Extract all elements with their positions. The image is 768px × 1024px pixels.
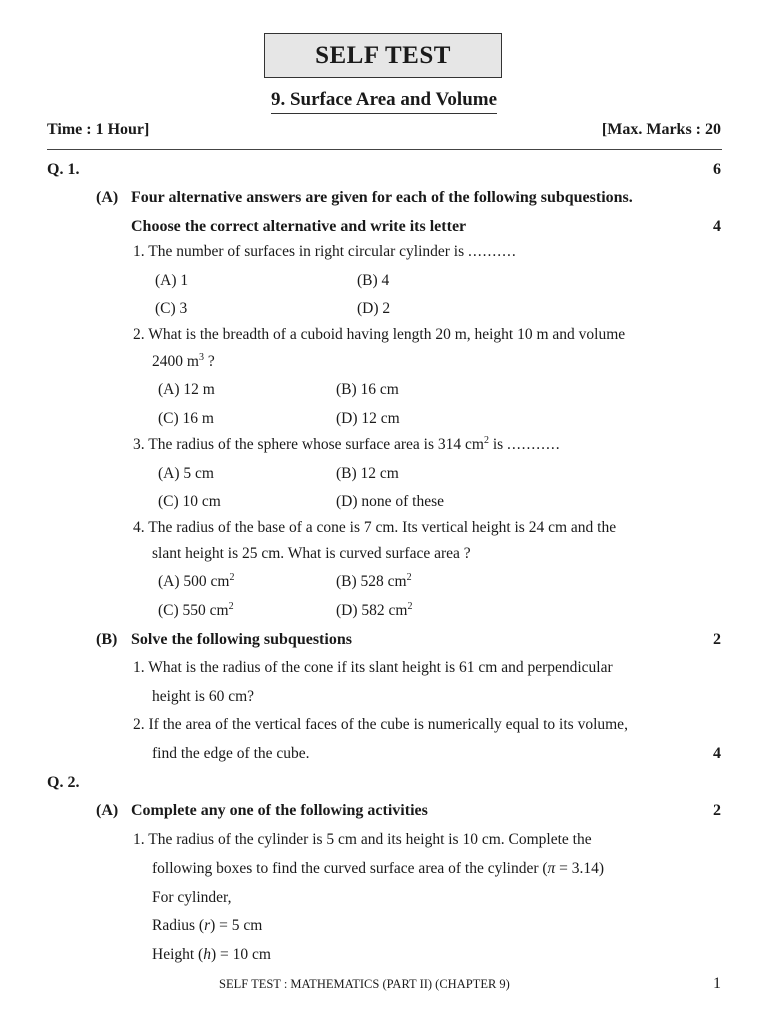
q2a-height-line: Height (h) = 10 cm xyxy=(152,946,271,963)
q1b-tag: (B) xyxy=(96,631,118,648)
mcq-2-question-line2: 2400 $m^3$ ? xyxy=(152,351,215,370)
q2a-heading: Complete any one of the following activities xyxy=(131,802,428,819)
mcq-2-question-line1: 2. What is the breadth of a cuboid having length 20 m, height 10 m and volume xyxy=(133,326,626,343)
mcq-2-option-b: (B) 16 cm xyxy=(336,381,399,398)
mcq-4-question-line1: 4. The radius of the base of a cone is 7 cm. Its vertical height is 24 cm and the xyxy=(133,519,617,536)
mcq-3-option-c: (C) 10 cm xyxy=(158,493,221,510)
mcq-2-option-d: (D) 12 cm xyxy=(336,410,400,427)
q1b-item-2-line2: find the edge of the cube. xyxy=(152,745,310,762)
q2a-activity-line3: For cylinder, xyxy=(152,889,232,906)
time-label: Time : 1 Hour] xyxy=(47,121,150,138)
q2a-radius-line: Radius (r) = 5 cm xyxy=(152,917,263,934)
mcq-1-option-d: (D) 2 xyxy=(357,300,391,317)
mcq-2-option-c: (C) 16 m xyxy=(158,410,214,427)
mcq-3-question: 3. The radius of the sphere whose surface area is 314 $cm^2$ is ........... xyxy=(133,434,561,453)
mcq-3-option-b: (B) 12 cm xyxy=(336,465,399,482)
q2a-marks: 2 xyxy=(713,802,721,819)
mcq-4-option-c: (C) 550 $cm^2$ xyxy=(158,600,234,619)
mcq-3-option-d: (D) none of these xyxy=(336,493,445,510)
q1b-heading: Solve the following subquestions xyxy=(131,631,352,648)
q1-marks: 6 xyxy=(713,161,721,178)
page-number: 1 xyxy=(713,975,721,992)
chapter-subtitle: 9. Surface Area and Volume xyxy=(0,89,768,111)
q1b-marks: 2 xyxy=(713,631,721,648)
mcq-1-option-a: (A) 1 xyxy=(155,272,189,289)
mcq-1-option-b: (B) 4 xyxy=(357,272,390,289)
mcq-2-option-a: (A) 12 m xyxy=(158,381,215,398)
q1a-instruction-line1: Four alternative answers are given for each of the following subquestions. xyxy=(131,189,633,206)
q1b-item-2-line1: 2. If the area of the vertical faces of the cube is numerically equal to its volume, xyxy=(133,716,628,733)
mcq-4-option-b: (B) 528 $cm^2$ xyxy=(336,571,412,590)
mcq-4-option-a: (A) 500 $cm^2$ xyxy=(158,571,235,590)
q2-label: Q. 2. xyxy=(47,774,80,791)
mcq-4-question-line2: slant height is 25 cm. What is curved surface area ? xyxy=(152,545,471,562)
q2a-activity-line1: 1. The radius of the cylinder is 5 cm and its height is 10 cm. Complete the xyxy=(133,831,592,848)
page-footer: SELF TEST : MATHEMATICS (PART II) (CHAPTER 9) xyxy=(219,977,510,991)
q1a-instruction-line2: Choose the correct alternative and write its letter xyxy=(131,218,467,235)
q1-label: Q. 1. xyxy=(47,161,80,178)
mcq-1-question: 1. The number of surfaces in right circular cylinder is .......... xyxy=(133,243,517,260)
max-marks-label: [Max. Marks : 20 xyxy=(601,121,721,138)
q1b-item-2-marks: 4 xyxy=(713,745,721,762)
q1b-item-1-line1: 1. What is the radius of the cone if its slant height is 61 cm and perpendicular xyxy=(133,659,613,676)
page-title: SELF TEST xyxy=(264,33,502,78)
q1b-item-1-line2: height is 60 cm? xyxy=(152,688,255,705)
q1a-marks: 4 xyxy=(713,218,721,235)
mcq-1-option-c: (C) 3 xyxy=(155,300,188,317)
mcq-4-option-d: (D) 582 $cm^2$ xyxy=(336,600,413,619)
mcq-3-option-a: (A) 5 cm xyxy=(158,465,214,482)
header-divider xyxy=(47,149,722,150)
q2a-tag: (A) xyxy=(96,802,119,819)
q2a-activity-line2: following boxes to find the curved surface area of the cylinder (π = 3.14) xyxy=(152,860,605,877)
q1a-tag: (A) xyxy=(96,189,119,206)
